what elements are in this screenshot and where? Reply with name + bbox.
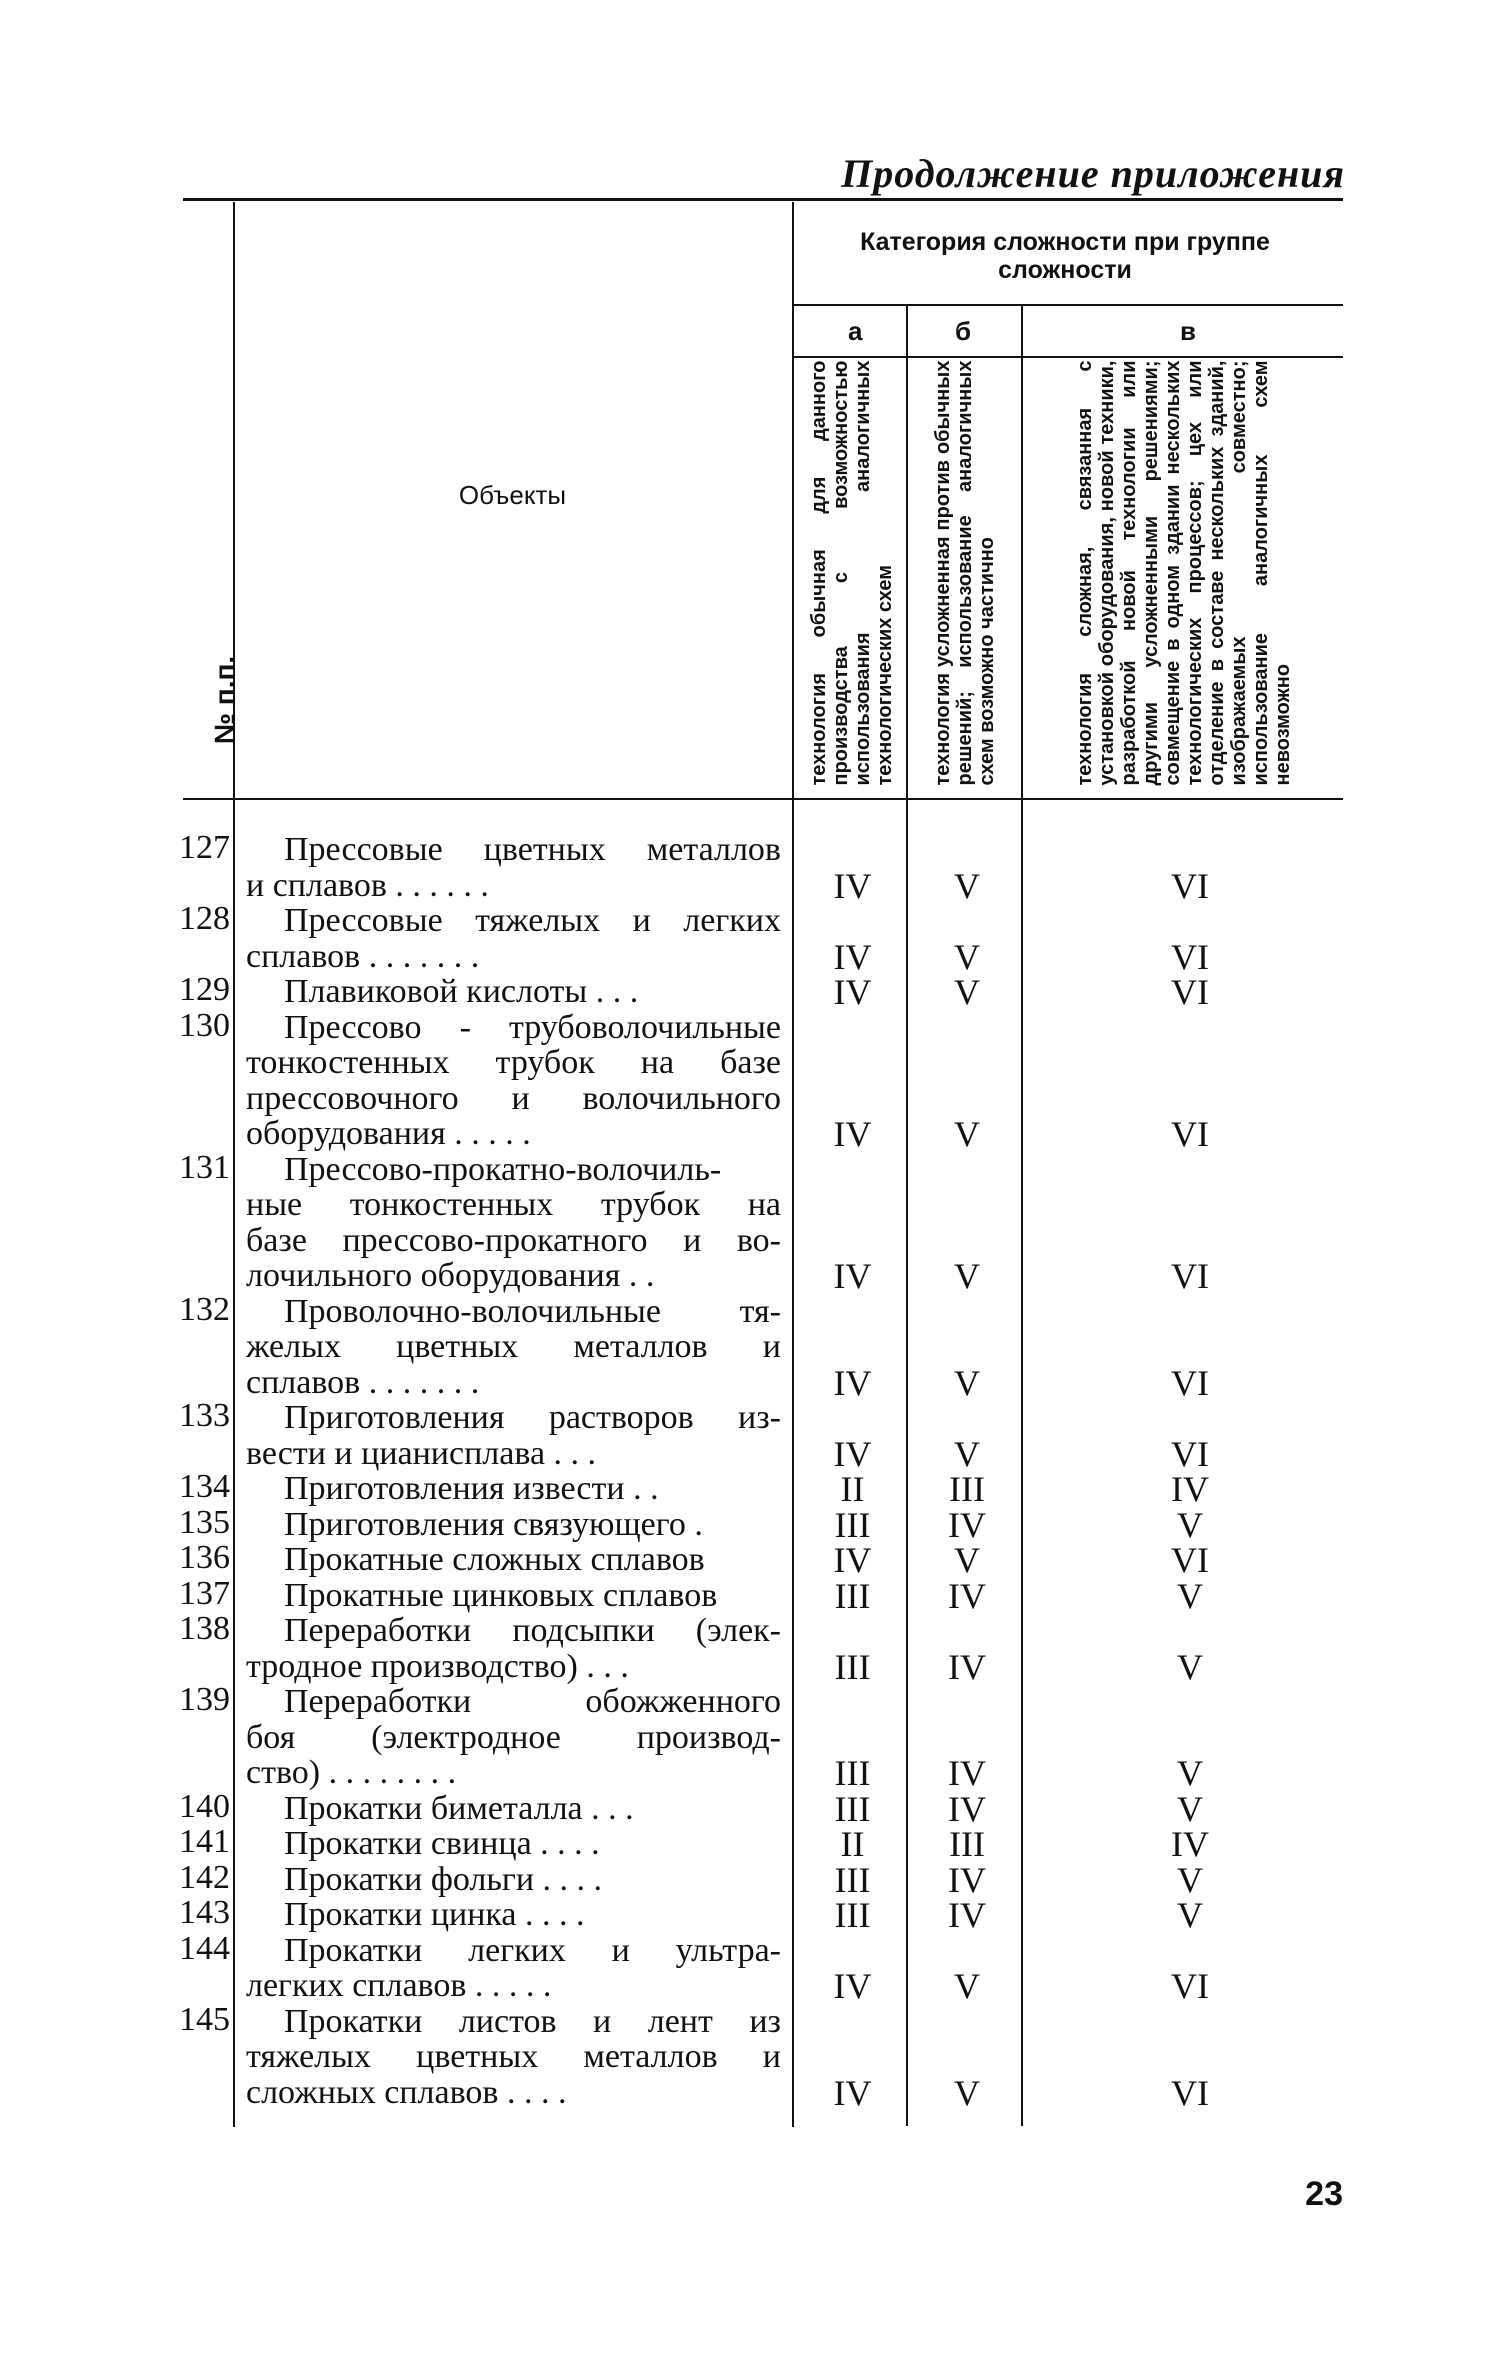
- row-object-line: Прокатки биметалла . . .: [284, 1789, 634, 1827]
- page-header-title: Продолжение приложения: [841, 151, 1345, 196]
- row-object-line: лочильного оборудования . .: [246, 1257, 655, 1294]
- row-object-line: тродное производство) . . .: [246, 1647, 629, 1685]
- row-number: 130: [179, 1006, 230, 1044]
- row-value-a: IV: [833, 1433, 872, 1474]
- row-object-line: Приготовления растворов из-: [284, 1399, 781, 1436]
- row-object: [246, 1578, 781, 1614]
- row-object-line: Прессово-прокатно-волочиль-: [284, 1150, 722, 1188]
- row-object-line: оборудования . . . . .: [246, 1115, 531, 1152]
- row-object-line: Проволочно-волочильные тя-: [284, 1292, 781, 1330]
- row-number: 136: [179, 1539, 230, 1576]
- row-object: [246, 974, 781, 1010]
- row-object-line: Прокатки легких и ультра-: [284, 1931, 781, 1969]
- row-object-line: сложных сплавов . . . .: [246, 2073, 567, 2111]
- row-object-line: ство) . . . . . . . .: [246, 1754, 457, 1791]
- row-value-b: III: [949, 1824, 985, 1864]
- row-object: [246, 1684, 781, 1791]
- row-value-a: IV: [833, 936, 872, 977]
- row-value-c: V: [1177, 1753, 1203, 1793]
- column-header-number: [175, 640, 275, 760]
- group-rule: [794, 356, 1343, 358]
- row-object-line: вести и цианисплава . . .: [246, 1434, 597, 1472]
- column-header-category: Категория сложности при группе сложности: [860, 228, 1270, 284]
- row-value-a: IV: [833, 1966, 872, 2006]
- row-object: [246, 1507, 781, 1543]
- row-number: 141: [179, 1823, 230, 1860]
- row-object-line: Прокатные цинковых сплавов: [284, 1576, 718, 1614]
- row-object: [246, 1897, 781, 1933]
- col-divider-objects: [792, 202, 794, 2127]
- row-value-a: IV: [833, 865, 872, 906]
- row-object-line: Прокатки свинца . . . .: [284, 1825, 600, 1862]
- row-object-line: Прокатки листов и лент из: [284, 2002, 781, 2040]
- row-value-c: VI: [1171, 1433, 1209, 1474]
- row-object-line: Прокатки цинка . . . .: [284, 1896, 585, 1933]
- row-object: [246, 2004, 781, 2111]
- row-number: 132: [179, 1290, 230, 1328]
- row-object: [246, 832, 781, 903]
- row-object-line: Прокатные сложных сплавов: [284, 1541, 705, 1578]
- group-description-c: [1027, 360, 1341, 785]
- row-object-line: Переработки обожженного: [284, 1683, 781, 1720]
- row-number: 129: [179, 971, 230, 1008]
- row-value-c: V: [1177, 1646, 1203, 1687]
- category-rule: [794, 304, 1343, 306]
- page-number: 23: [1305, 2175, 1343, 2213]
- group-description-c-text: технология сложная, связанная с установкой оборудования, новой техники, разработкой новой технологии или другими усложненными решениями; совмещение в одном здании нескольких технологических процессов; цех или отделение в составе нескольких зданий, изображаемых совместно; использование аналогичных схем невозможно: [1074, 360, 1294, 785]
- row-object: [246, 903, 781, 974]
- group-description-b-text: технология усложненная против обычных решений; использование аналогичных схем возможно частично: [932, 360, 998, 785]
- row-value-b: V: [954, 1114, 980, 1154]
- group-description-b: [912, 360, 1018, 785]
- row-object: [246, 1010, 781, 1152]
- row-value-a: III: [834, 1504, 871, 1545]
- row-value-b: V: [954, 936, 980, 977]
- group-header-b: б: [955, 316, 972, 346]
- header-bottom-rule: [183, 798, 1343, 800]
- row-object-line: Приготовления извести . .: [284, 1470, 659, 1507]
- row-value-b: IV: [948, 1895, 986, 1935]
- row-number: 131: [179, 1148, 230, 1186]
- row-object-line: базе прессово-прокатного и во-: [246, 1221, 781, 1259]
- row-value-b: V: [954, 1966, 980, 2006]
- row-value-b: V: [954, 1540, 980, 1580]
- row-object-line: сплавов . . . . . . .: [246, 1363, 480, 1401]
- row-number: 140: [179, 1787, 230, 1825]
- row-value-a: III: [834, 1859, 871, 1900]
- row-number: 144: [179, 1929, 230, 1967]
- col-divider-ab: [906, 306, 908, 2126]
- row-value-c: VI: [1171, 1256, 1209, 1296]
- row-value-b: IV: [948, 1859, 986, 1900]
- row-value-a: III: [834, 1575, 871, 1616]
- row-number: 135: [179, 1503, 230, 1541]
- row-number: 142: [179, 1858, 230, 1896]
- row-value-b: IV: [948, 1504, 986, 1545]
- row-value-c: VI: [1171, 1362, 1209, 1403]
- row-object: [246, 1152, 781, 1294]
- row-number: 139: [179, 1681, 230, 1718]
- row-value-b: IV: [948, 1646, 986, 1687]
- row-object-line: Прессово - трубоволочильные: [284, 1008, 781, 1046]
- row-value-b: V: [954, 1433, 980, 1474]
- row-value-b: V: [954, 865, 980, 906]
- row-value-c: VI: [1171, 1966, 1209, 2006]
- group-header-a: а: [848, 316, 863, 346]
- row-value-b: IV: [948, 1753, 986, 1793]
- row-value-b: III: [949, 1469, 985, 1509]
- row-object-line: и сплавов . . . . . .: [246, 866, 489, 904]
- row-object-line: ные тонкостенных трубок на: [246, 1186, 781, 1223]
- row-object-line: Прокатки фольги . . . .: [284, 1860, 603, 1898]
- row-value-c: V: [1177, 1859, 1203, 1900]
- row-value-a: IV: [833, 2072, 872, 2113]
- row-value-c: VI: [1171, 865, 1209, 906]
- row-object-line: легких сплавов . . . . .: [246, 1967, 552, 2004]
- row-number: 137: [179, 1574, 230, 1612]
- row-object: [246, 1826, 781, 1862]
- row-object-line: Прессовые тяжелых и легких: [284, 902, 781, 939]
- row-value-c: V: [1177, 1788, 1203, 1829]
- row-number: 143: [179, 1894, 230, 1931]
- row-value-a: IV: [833, 1114, 872, 1154]
- column-header-objects: Объекты: [458, 480, 567, 510]
- group-header-c: в: [1180, 316, 1196, 346]
- row-number: 127: [179, 829, 230, 866]
- row-number: 134: [179, 1468, 230, 1505]
- row-object-line: Плавиковой кислоты . . .: [284, 973, 639, 1010]
- row-value-c: VI: [1171, 1540, 1209, 1580]
- row-object: [246, 1542, 781, 1578]
- top-rule: [183, 198, 1343, 201]
- row-value-b: V: [954, 972, 980, 1012]
- row-value-c: V: [1177, 1895, 1203, 1935]
- row-object-line: желых цветных металлов и: [246, 1328, 781, 1365]
- row-object-line: сплавов . . . . . . .: [246, 937, 480, 975]
- row-number: 133: [179, 1397, 230, 1434]
- row-value-b: V: [954, 1362, 980, 1403]
- group-description-a-text: технология обычная для данного производства с возможностью использования аналогичных технологических схем: [808, 360, 896, 785]
- row-object-line: Переработки подсыпки (элек-: [284, 1612, 781, 1649]
- column-header-number-label: № п.п.: [209, 655, 240, 745]
- row-value-b: IV: [948, 1575, 986, 1616]
- row-value-a: IV: [833, 1540, 872, 1580]
- row-value-a: III: [834, 1895, 871, 1935]
- row-value-a: III: [834, 1646, 871, 1687]
- row-value-a: IV: [833, 1362, 872, 1403]
- row-object: [246, 1613, 781, 1684]
- row-value-a: III: [834, 1788, 871, 1829]
- row-value-a: III: [834, 1753, 871, 1793]
- row-object-line: прессовочного и волочильного: [246, 1079, 781, 1117]
- row-value-a: II: [840, 1824, 865, 1864]
- row-number: 138: [179, 1610, 230, 1647]
- row-value-c: V: [1177, 1504, 1203, 1545]
- row-value-b: V: [954, 1256, 980, 1296]
- row-value-a: IV: [833, 972, 872, 1012]
- row-number: 145: [179, 2000, 230, 2038]
- row-object-line: Приготовления связующего .: [284, 1505, 703, 1543]
- row-value-b: IV: [948, 1788, 986, 1829]
- row-object: [246, 1791, 781, 1827]
- row-value-c: V: [1177, 1575, 1203, 1616]
- row-value-c: VI: [1171, 972, 1209, 1012]
- row-object: [246, 1471, 781, 1507]
- row-value-c: IV: [1171, 1469, 1209, 1509]
- row-value-c: IV: [1171, 1824, 1209, 1864]
- row-object: [246, 1400, 781, 1471]
- row-value-c: VI: [1171, 2072, 1209, 2113]
- row-object: [246, 1933, 781, 2004]
- row-number: 128: [179, 900, 230, 937]
- row-object: [246, 1862, 781, 1898]
- row-value-b: V: [954, 2072, 980, 2113]
- row-object-line: Прессовые цветных металлов: [284, 831, 781, 868]
- row-value-a: II: [840, 1469, 865, 1509]
- row-object: [246, 1294, 781, 1401]
- group-description-a: [800, 360, 904, 785]
- row-object-line: боя (электродное производ-: [246, 1718, 781, 1756]
- row-value-c: VI: [1171, 936, 1209, 977]
- row-value-a: IV: [833, 1256, 872, 1296]
- row-object-line: тонкостенных трубок на базе: [246, 1044, 781, 1081]
- row-object-line: тяжелых цветных металлов и: [246, 2038, 781, 2075]
- row-value-c: VI: [1171, 1114, 1209, 1154]
